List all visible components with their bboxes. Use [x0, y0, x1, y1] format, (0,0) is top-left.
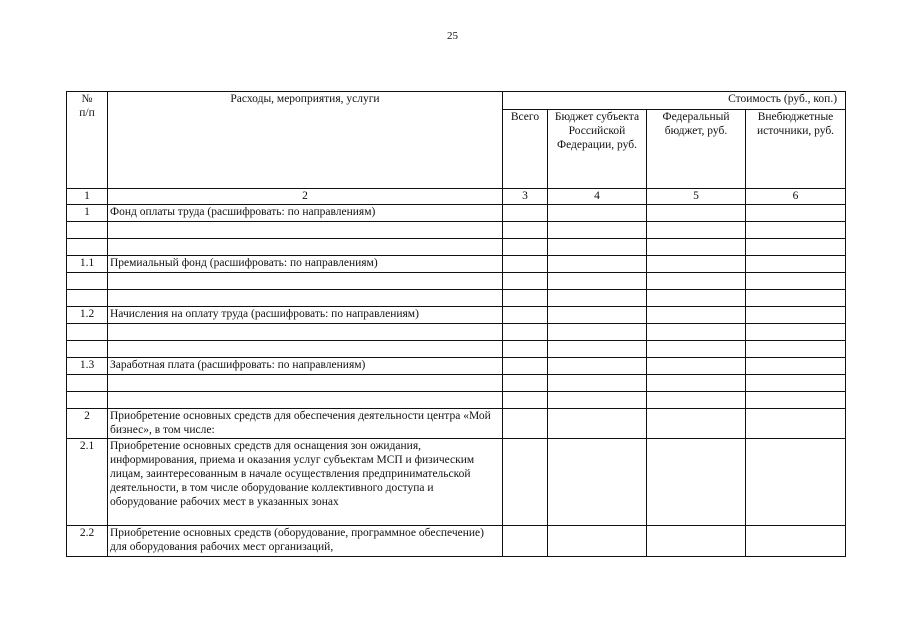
cell-regional [548, 205, 647, 222]
table-row-empty [67, 375, 846, 392]
table-row-empty [67, 273, 846, 290]
header-cost-group: Стоимость (руб., коп.) [503, 92, 846, 110]
cell-federal [647, 205, 746, 222]
column-number: 2 [108, 189, 503, 205]
table-row [67, 439, 846, 526]
cell-federal [647, 409, 746, 439]
cell-offbudget [746, 409, 846, 439]
column-number: 3 [503, 189, 548, 205]
row-number: 1.2 [67, 307, 108, 324]
table-row-empty [67, 324, 846, 341]
table-row [67, 526, 846, 557]
cell-federal [647, 439, 746, 526]
row-text: Приобретение основных средств для обеспечения деятельности центра «Мой бизнес», в том числе: [108, 409, 503, 439]
cell-offbudget [746, 307, 846, 324]
cell-total [503, 526, 548, 557]
column-number: 6 [746, 189, 846, 205]
cell-regional [548, 439, 647, 526]
table-row-empty [67, 392, 846, 409]
cell-total [503, 439, 548, 526]
header-offbudget: Внебюджетные источники, руб. [746, 110, 846, 189]
cell-federal [647, 307, 746, 324]
cell-total [503, 358, 548, 375]
row-text: Фонд оплаты труда (расшифровать: по направлениям) [108, 205, 503, 222]
row-number: 2 [67, 409, 108, 439]
row-text: Заработная плата (расшифровать: по направлениям) [108, 358, 503, 375]
cell-total [503, 256, 548, 273]
column-number: 1 [67, 189, 108, 205]
cell-regional [548, 409, 647, 439]
cost-table [66, 91, 846, 557]
table-row [67, 205, 846, 222]
row-number: 1 [67, 205, 108, 222]
cell-offbudget [746, 205, 846, 222]
column-number: 4 [548, 189, 647, 205]
table-row-empty [67, 290, 846, 307]
header-federal: Федеральный бюджет, руб. [647, 110, 746, 189]
table-row [67, 307, 846, 324]
row-text: Приобретение основных средств для оснащения зон ожидания, информирования, приема и оказания услуг субъектам МСП и физическим лицам, заинтересованным в начале осуществления предпринимательской деятельности, в том числе оборудование коллективного доступа и оборудование рабочих мест в указанных зонах [108, 439, 503, 526]
table-row [67, 358, 846, 375]
table-row [67, 409, 846, 439]
row-number: 2.1 [67, 439, 108, 526]
cell-total [503, 307, 548, 324]
row-text: Начисления на оплату труда (расшифровать: по направлениям) [108, 307, 503, 324]
cell-offbudget [746, 526, 846, 557]
cell-offbudget [746, 439, 846, 526]
table-row-empty [67, 222, 846, 239]
table-row-empty [67, 341, 846, 358]
header-total: Всего [503, 110, 548, 189]
row-text: Премиальный фонд (расшифровать: по направлениям) [108, 256, 503, 273]
cell-federal [647, 358, 746, 375]
cell-total [503, 409, 548, 439]
cell-total [503, 205, 548, 222]
cell-federal [647, 256, 746, 273]
header-row-top [67, 92, 846, 110]
page-number: 25 [447, 30, 458, 42]
cell-regional [548, 256, 647, 273]
column-numbers-row [67, 189, 846, 205]
cell-offbudget [746, 256, 846, 273]
cell-federal [647, 526, 746, 557]
header-name: Расходы, мероприятия, услуги [108, 92, 503, 189]
table-row-empty [67, 239, 846, 256]
table-row [67, 256, 846, 273]
column-number: 5 [647, 189, 746, 205]
cell-regional [548, 526, 647, 557]
cell-regional [548, 307, 647, 324]
header-num: № п/п [67, 92, 108, 189]
row-number: 1.1 [67, 256, 108, 273]
row-number: 2.2 [67, 526, 108, 557]
row-number: 1.3 [67, 358, 108, 375]
cell-regional [548, 358, 647, 375]
cell-offbudget [746, 358, 846, 375]
row-text: Приобретение основных средств (оборудование, программное обеспечение) для оборудования рабочих мест организаций, [108, 526, 503, 557]
header-regional: Бюджет субъекта Российской Федерации, руб. [548, 110, 647, 189]
